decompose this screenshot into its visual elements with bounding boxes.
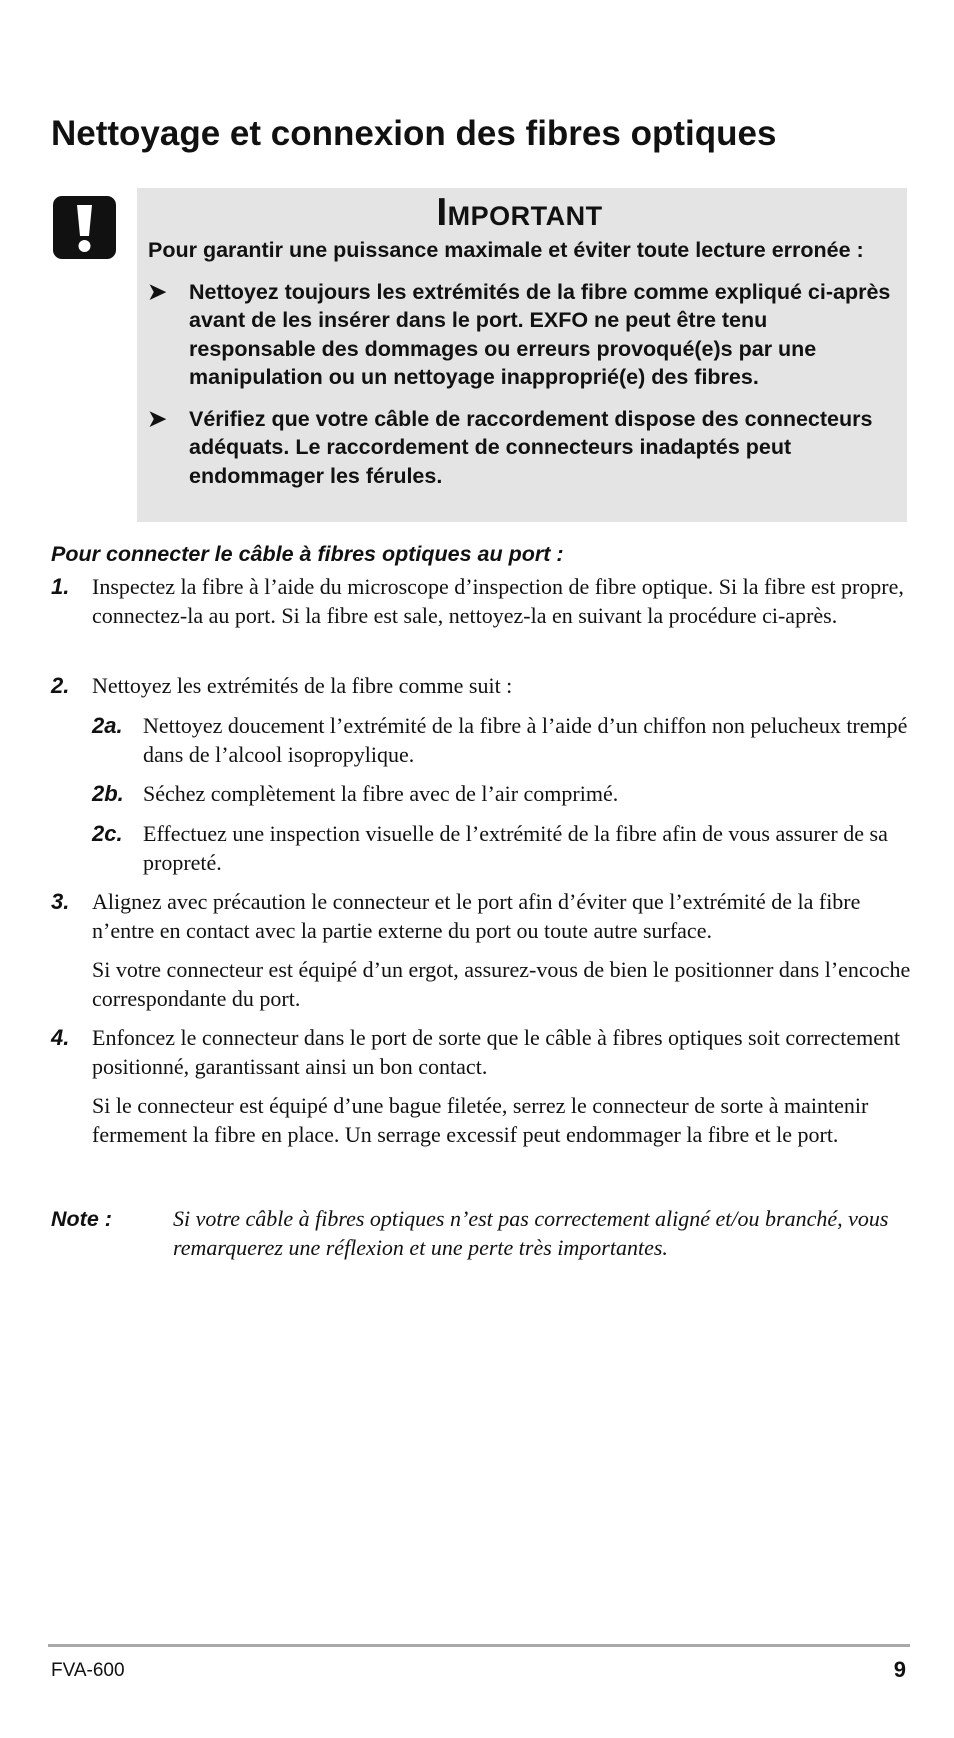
important-bullet <box>148 405 891 491</box>
page-title: Nettoyage et connexion des fibres optiques <box>51 114 777 153</box>
important-bullet-text: Nettoyez toujours les extrémités de la fibre comme expliqué ci-après avant de les insérer dans le port. EXFO ne peut être tenu responsable des dommages ou erreurs provoqué(e)s par une manipulation ou un nettoyage inapproprié(e) des fibres. <box>189 279 891 389</box>
step-text: Alignez avec précaution le connecteur et le port afin d’éviter que l’extrémité de la fibre n’entre en contact avec la partie externe du port ou toute autre surface. <box>92 889 861 943</box>
footer-divider <box>48 1644 910 1647</box>
substep-number: 2a. <box>92 713 123 738</box>
arrow-bullet-icon: ➤ <box>148 405 167 431</box>
step-number: 4. <box>51 1025 70 1050</box>
procedure-step-4-detail <box>51 1092 911 1149</box>
substep-text: Nettoyez doucement l’extrémité de la fibre à l’aide d’un chiffon non pelucheux trempé dans de l’alcool isopropylique. <box>143 713 908 767</box>
procedure-heading: Pour connecter le câble à fibres optiques au port : <box>51 542 564 566</box>
substep-number: 2b. <box>92 781 124 806</box>
substep-text: Effectuez une inspection visuelle de l’extrémité de la fibre afin de vous assurer de sa propreté. <box>143 821 888 875</box>
procedure-step-4 <box>51 1024 911 1081</box>
substep-text: Séchez complètement la fibre avec de l’air comprimé. <box>143 781 619 806</box>
page-number: 9 <box>893 1657 906 1682</box>
procedure-step-3-detail <box>51 956 911 1013</box>
important-intro: Pour garantir une puissance maximale et éviter toute lecture erronée : <box>148 238 864 262</box>
important-callout <box>137 188 907 522</box>
step-detail-text: Si le connecteur est équipé d’une bague filetée, serrez le connecteur de sorte à maintenir fermement la fibre en place. Un serrage excessif peut endommager la fibre et le port. <box>92 1093 869 1147</box>
exclamation-icon <box>53 196 116 259</box>
note-text: Si votre câble à fibres optiques n’est pas correctement aligné et/ou branché, vous remarquerez une réflexion et une perte très importantes. <box>173 1206 889 1260</box>
procedure-step-3 <box>51 888 911 945</box>
note-label: Note : <box>51 1207 112 1231</box>
step-text: Nettoyez les extrémités de la fibre comme suit : <box>92 673 513 698</box>
important-heading: Important <box>436 191 603 234</box>
procedure-substep-2c <box>51 820 911 877</box>
step-number: 1. <box>51 574 70 599</box>
procedure-step-1 <box>51 573 911 630</box>
procedure-substep-2b <box>51 780 911 809</box>
step-text: Enfoncez le connecteur dans le port de sorte que le câble à fibres optiques soit correctement positionné, garantissant ainsi un bon contact. <box>92 1025 901 1079</box>
arrow-bullet-icon: ➤ <box>148 278 167 304</box>
step-number: 3. <box>51 889 70 914</box>
footer-model: FVA-600 <box>51 1660 125 1681</box>
step-detail-text: Si votre connecteur est équipé d’un ergot, assurez-vous de bien le positionner dans l’encoche correspondante du port. <box>92 957 911 1011</box>
step-number: 2. <box>51 673 70 698</box>
step-text: Inspectez la fibre à l’aide du microscope d’inspection de fibre optique. Si la fibre est propre, connectez-la au port. Si la fibre est sale, nettoyez-la en suivant la procédure ci-après. <box>92 574 904 628</box>
important-bullet <box>148 278 891 392</box>
procedure-substep-2a <box>51 712 911 769</box>
substep-number: 2c. <box>92 821 123 846</box>
important-bullet-text: Vérifiez que votre câble de raccordement dispose des connecteurs adéquats. Le raccordement de connecteurs inadaptés peut endommager les férules. <box>189 406 873 488</box>
procedure-step-2 <box>51 672 911 701</box>
